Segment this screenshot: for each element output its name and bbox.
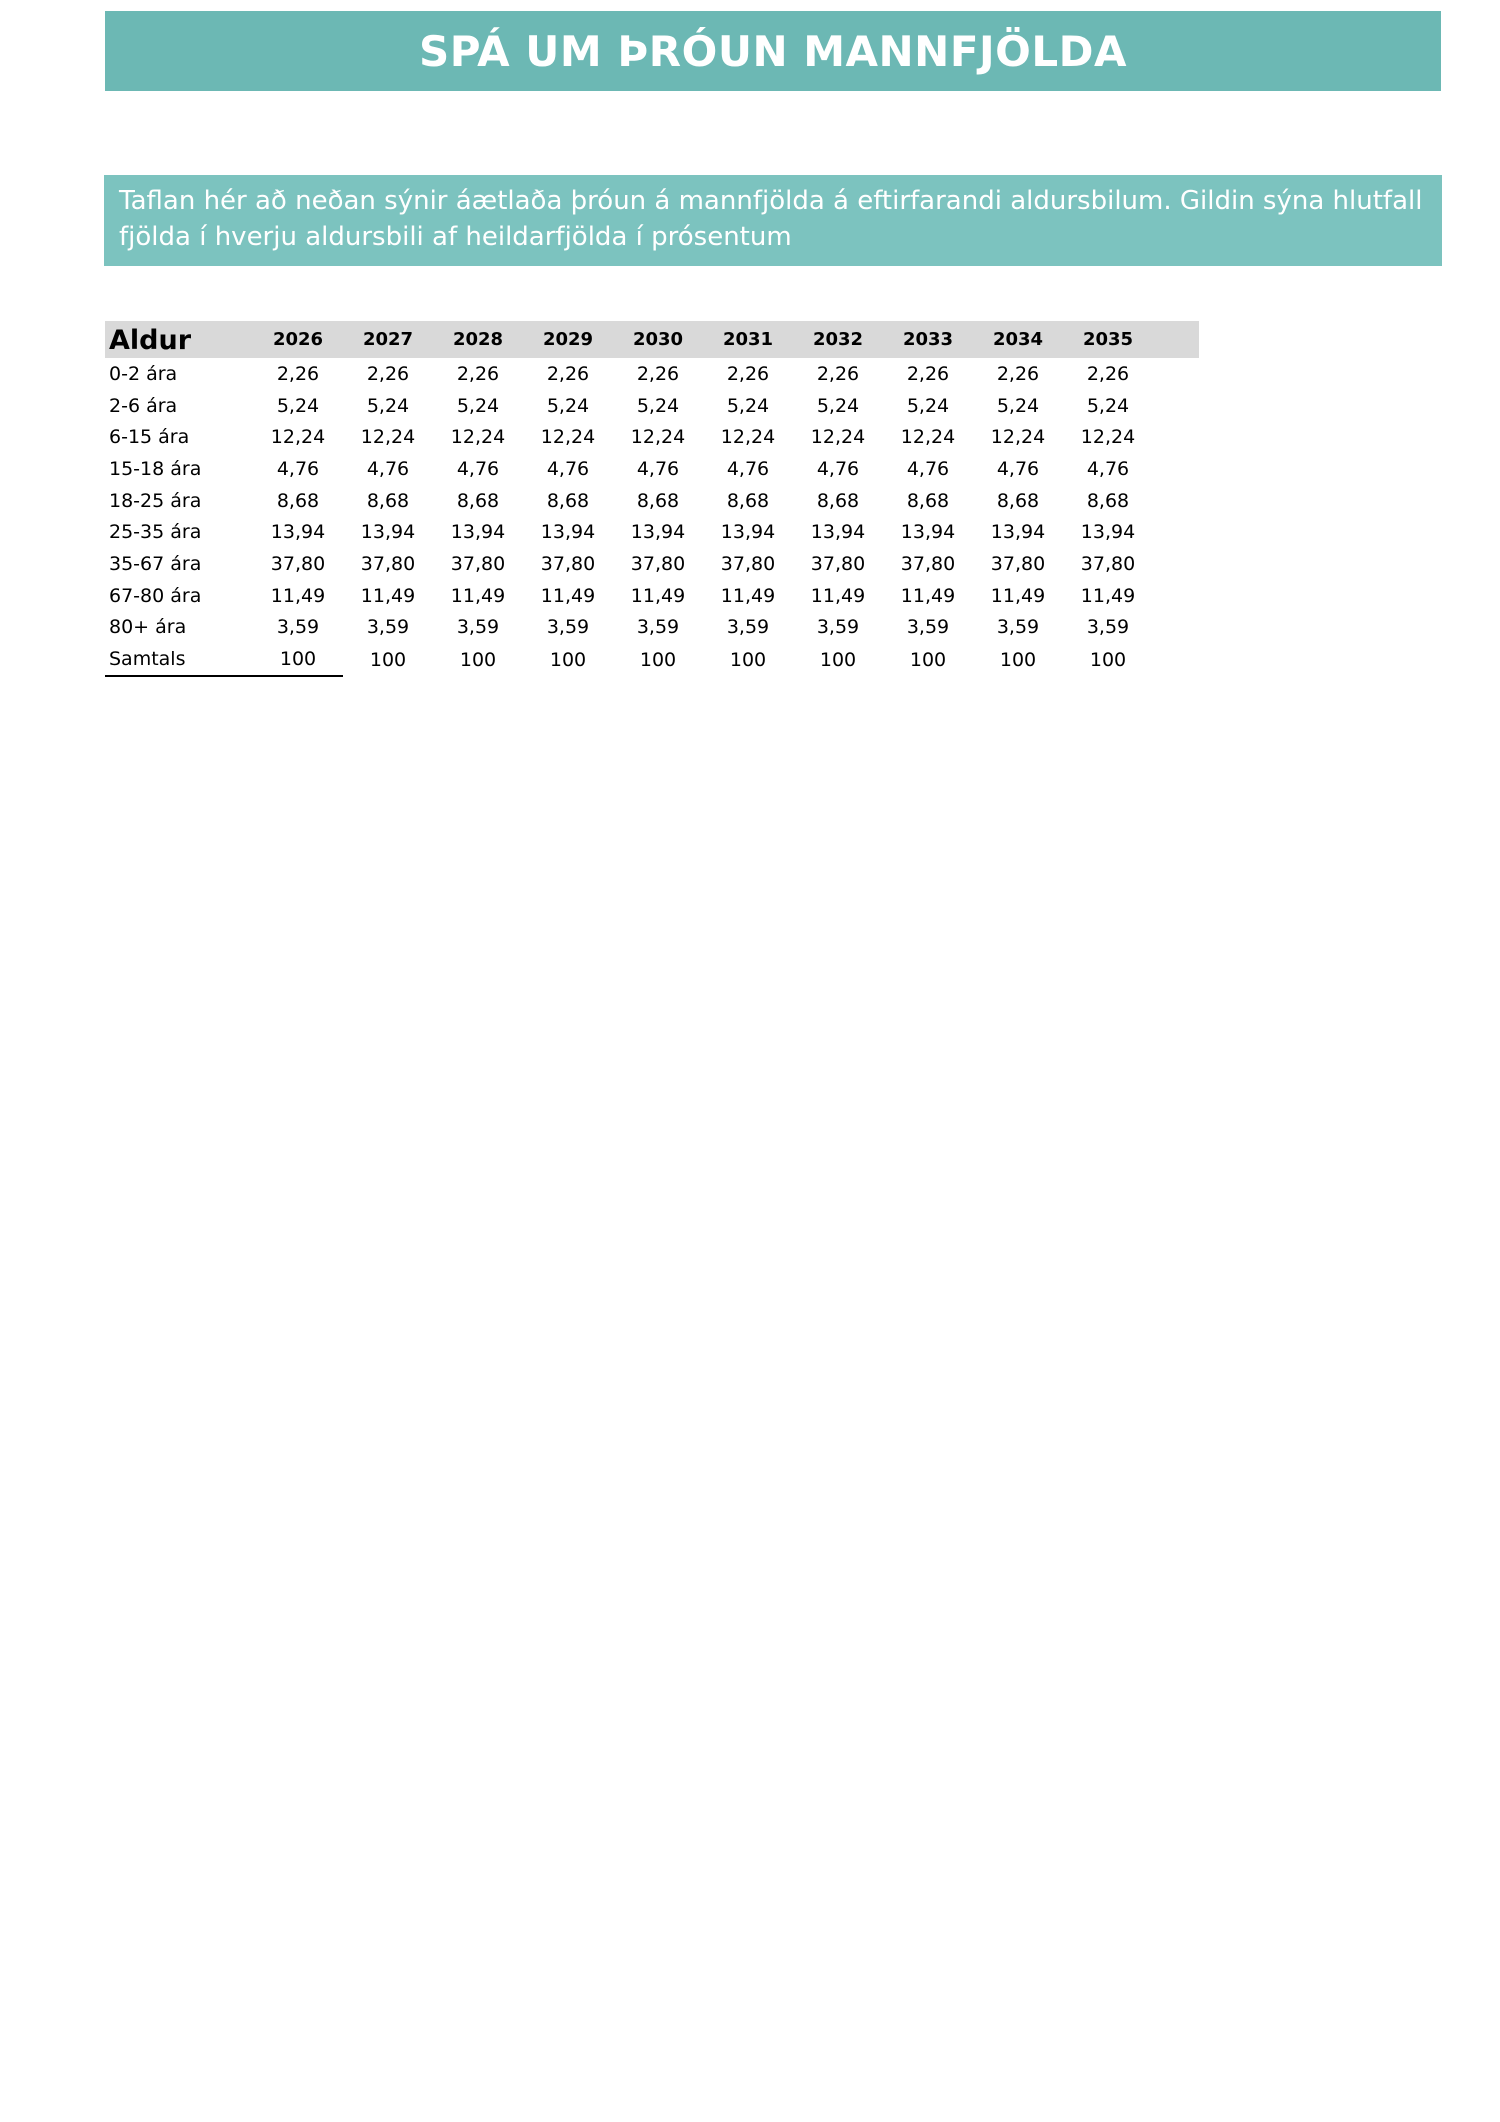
value-cell: 2,26 (726, 362, 770, 385)
age-group-label: 67-80 ára (109, 584, 202, 607)
table-row (105, 516, 1199, 548)
value-cell: 100 (549, 648, 587, 671)
value-cell: 5,24 (366, 394, 410, 417)
value-cell: 8,68 (906, 489, 950, 512)
value-cell: 8,68 (276, 489, 320, 512)
value-cell: 11,49 (270, 584, 326, 607)
value-cell: 5,24 (456, 394, 500, 417)
value-cell: 13,94 (360, 521, 416, 544)
value-cell: 8,68 (1086, 489, 1130, 512)
value-cell: 12,24 (720, 426, 776, 449)
value-cell: 8,68 (456, 489, 500, 512)
value-cell: 37,80 (810, 552, 866, 575)
value-cell: 11,49 (720, 584, 776, 607)
population-table (105, 321, 1199, 677)
value-cell: 3,59 (1086, 616, 1130, 639)
value-cell: 3,59 (726, 616, 770, 639)
table-row (105, 485, 1199, 517)
value-cell: 2,26 (366, 362, 410, 385)
value-cell: 4,76 (726, 457, 770, 480)
value-cell: 3,59 (366, 616, 410, 639)
value-cell: 11,49 (540, 584, 596, 607)
value-cell: 4,76 (906, 457, 950, 480)
table-row (105, 548, 1199, 580)
value-cell: 13,94 (630, 521, 686, 544)
value-cell: 100 (999, 648, 1037, 671)
value-cell: 5,24 (636, 394, 680, 417)
value-cell: 100 (819, 648, 857, 671)
value-cell: 8,68 (996, 489, 1040, 512)
header-padding-cell (1153, 321, 1199, 358)
value-cell: 100 (459, 648, 497, 671)
value-cell: 2,26 (456, 362, 500, 385)
value-cell: 12,24 (270, 426, 326, 449)
value-cell: 8,68 (546, 489, 590, 512)
value-cell: 11,49 (1080, 584, 1136, 607)
value-cell: 2,26 (546, 362, 590, 385)
table-row (105, 390, 1199, 422)
value-cell: 13,94 (540, 521, 596, 544)
year-column-header: 2029 (542, 329, 594, 350)
value-cell: 4,76 (366, 457, 410, 480)
age-group-label: 2-6 ára (109, 394, 178, 417)
value-cell: 100 (1089, 648, 1127, 671)
value-cell: 11,49 (360, 584, 416, 607)
table-body (105, 358, 1199, 676)
value-cell: 5,24 (726, 394, 770, 417)
value-cell: 4,76 (816, 457, 860, 480)
year-column-header: 2035 (1082, 329, 1134, 350)
value-cell: 13,94 (450, 521, 506, 544)
value-cell: 100 (909, 648, 947, 671)
value-cell: 3,59 (996, 616, 1040, 639)
value-cell: 37,80 (270, 552, 326, 575)
value-cell: 5,24 (996, 394, 1040, 417)
year-column-header: 2032 (812, 329, 864, 350)
value-cell: 13,94 (990, 521, 1046, 544)
table-row (105, 421, 1199, 453)
table-row (105, 643, 1199, 676)
table-header-row (105, 321, 1199, 358)
value-cell: 4,76 (636, 457, 680, 480)
title-banner (105, 11, 1441, 91)
value-cell: 4,76 (456, 457, 500, 480)
value-cell: 12,24 (900, 426, 956, 449)
value-cell: 5,24 (816, 394, 860, 417)
year-column-header: 2028 (452, 329, 504, 350)
age-group-label: 15-18 ára (109, 457, 202, 480)
value-cell: 3,59 (276, 616, 320, 639)
table-row (105, 580, 1199, 612)
value-cell: 100 (369, 648, 407, 671)
value-cell: 37,80 (360, 552, 416, 575)
value-cell: 12,24 (810, 426, 866, 449)
value-cell: 13,94 (810, 521, 866, 544)
year-column-header: 2027 (362, 329, 414, 350)
table-row (105, 358, 1199, 390)
description-text: Taflan hér að neðan sýnir áætlaða þróun á mannfjölda á eftirfarandi aldursbilum. Gildin sýna hlutfall fjölda í hverju aldursbili af heildarfjölda í prósentum (119, 186, 1423, 252)
value-cell: 8,68 (636, 489, 680, 512)
value-cell: 2,26 (996, 362, 1040, 385)
value-cell: 5,24 (276, 394, 320, 417)
value-cell: 11,49 (990, 584, 1046, 607)
age-column-header: Aldur (109, 325, 192, 356)
age-group-label: 80+ ára (109, 616, 187, 639)
value-cell: 12,24 (1080, 426, 1136, 449)
value-cell: 13,94 (270, 521, 326, 544)
age-group-label: 18-25 ára (109, 489, 202, 512)
value-cell: 3,59 (636, 616, 680, 639)
value-cell: 37,80 (450, 552, 506, 575)
value-cell: 4,76 (546, 457, 590, 480)
age-group-label: 25-35 ára (109, 521, 202, 544)
value-cell: 3,59 (906, 616, 950, 639)
value-cell: 5,24 (1086, 394, 1130, 417)
value-cell: 4,76 (996, 457, 1040, 480)
value-cell: 2,26 (276, 362, 320, 385)
value-cell: 2,26 (816, 362, 860, 385)
value-cell: 3,59 (816, 616, 860, 639)
value-cell: 100 (729, 648, 767, 671)
value-cell: 37,80 (900, 552, 956, 575)
table-row (105, 453, 1199, 485)
value-cell: 11,49 (630, 584, 686, 607)
value-cell: 37,80 (1080, 552, 1136, 575)
value-cell: 13,94 (720, 521, 776, 544)
value-cell: 4,76 (1086, 457, 1130, 480)
value-cell: 13,94 (900, 521, 956, 544)
value-cell: 13,94 (1080, 521, 1136, 544)
value-cell: 8,68 (816, 489, 860, 512)
value-cell: 8,68 (366, 489, 410, 512)
value-cell: 37,80 (540, 552, 596, 575)
table-row (105, 612, 1199, 644)
value-cell: 11,49 (810, 584, 866, 607)
value-cell: 3,59 (546, 616, 590, 639)
year-column-header: 2030 (632, 329, 684, 350)
value-cell: 3,59 (456, 616, 500, 639)
age-group-label: 0-2 ára (109, 362, 178, 385)
value-cell: 11,49 (450, 584, 506, 607)
description-box (104, 175, 1442, 266)
year-column-header: 2026 (272, 329, 324, 350)
year-column-header: 2033 (902, 329, 954, 350)
age-group-label: Samtals (105, 643, 253, 676)
value-cell: 100 (639, 648, 677, 671)
value-cell: 2,26 (636, 362, 680, 385)
value-cell: 4,76 (276, 457, 320, 480)
value-cell: 12,24 (540, 426, 596, 449)
value-cell: 11,49 (900, 584, 956, 607)
value-cell: 5,24 (906, 394, 950, 417)
value-cell: 12,24 (990, 426, 1046, 449)
value-cell: 2,26 (906, 362, 950, 385)
value-cell: 8,68 (726, 489, 770, 512)
age-group-label: 35-67 ára (109, 552, 202, 575)
value-cell: 2,26 (1086, 362, 1130, 385)
page-title: SPÁ UM ÞRÓUN MANNFJÖLDA (419, 26, 1127, 76)
value-cell: 12,24 (630, 426, 686, 449)
value-cell: 12,24 (450, 426, 506, 449)
year-column-header: 2031 (722, 329, 774, 350)
value-cell: 37,80 (720, 552, 776, 575)
value-cell: 37,80 (990, 552, 1046, 575)
value-cell: 5,24 (546, 394, 590, 417)
age-group-label: 6-15 ára (109, 426, 190, 449)
value-cell: 37,80 (630, 552, 686, 575)
value-cell: 100 (253, 643, 343, 676)
value-cell: 12,24 (360, 426, 416, 449)
year-column-header: 2034 (992, 329, 1044, 350)
